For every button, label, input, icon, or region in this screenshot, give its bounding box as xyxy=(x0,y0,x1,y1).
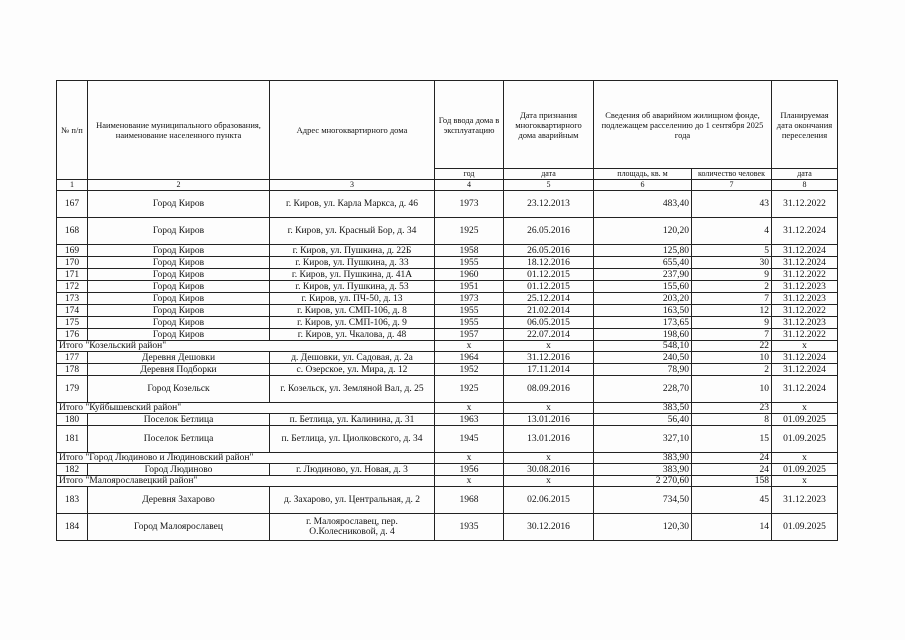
col-number: 7 xyxy=(692,180,772,191)
house-address: г. Киров, ул. Карла Маркса, д. 46 xyxy=(270,191,435,218)
subtotal-row xyxy=(57,403,838,414)
planned-date: х xyxy=(772,403,838,414)
people-count: 7 xyxy=(692,293,772,305)
recognition-date: 23.12.2013 xyxy=(504,191,594,218)
commission-year: 1973 xyxy=(435,191,504,218)
subtotal-label: Итого "Малоярославецкий район" xyxy=(57,476,435,487)
table-row xyxy=(57,317,838,329)
area-value: 240,50 xyxy=(594,352,692,364)
recognition-date: х xyxy=(504,341,594,352)
row-number: 182 xyxy=(57,464,88,476)
planned-date: х xyxy=(772,341,838,352)
planned-date: 31.12.2023 xyxy=(772,293,838,305)
planned-date: 31.12.2023 xyxy=(772,317,838,329)
house-address: г. Киров, ул. СМП-106, д. 8 xyxy=(270,305,435,317)
settlement-name: Город Киров xyxy=(88,218,270,245)
planned-date: 31.12.2024 xyxy=(772,352,838,364)
recognition-date: 01.12.2015 xyxy=(504,281,594,293)
commission-year: 1957 xyxy=(435,329,504,341)
table-body xyxy=(57,191,838,541)
planned-date: 01.09.2025 xyxy=(772,514,838,541)
house-address: г. Киров, ул. Пушкина, д. 22Б xyxy=(270,245,435,257)
people-count: 2 xyxy=(692,281,772,293)
recognition-date: 18.12.2016 xyxy=(504,257,594,269)
area-value: 120,20 xyxy=(594,218,692,245)
table-row xyxy=(57,305,838,317)
recognition-date: 22.07.2014 xyxy=(504,329,594,341)
recognition-date: 21.02.2014 xyxy=(504,305,594,317)
recognition-date: х xyxy=(504,403,594,414)
people-count: 7 xyxy=(692,329,772,341)
recognition-date: 06.05.2015 xyxy=(504,317,594,329)
col-number: 4 xyxy=(435,180,504,191)
recognition-date: 26.05.2016 xyxy=(504,245,594,257)
planned-date: 31.12.2024 xyxy=(772,364,838,376)
col-fund-header: Сведения об аварийном жилищном фонде, подлежащем расселению до 1 сентября 2025 года xyxy=(594,81,772,169)
house-address: п. Бетлица, ул. Калинина, д. 31 xyxy=(270,414,435,426)
people-count: 23 xyxy=(692,403,772,414)
settlement-name: Город Козельск xyxy=(88,376,270,403)
commission-year: х xyxy=(435,453,504,464)
row-number: 171 xyxy=(57,269,88,281)
commission-year: х xyxy=(435,476,504,487)
people-count: 10 xyxy=(692,352,772,364)
row-number: 172 xyxy=(57,281,88,293)
people-count: 8 xyxy=(692,414,772,426)
sub-date2: дата xyxy=(772,169,838,180)
planned-date: 01.09.2025 xyxy=(772,414,838,426)
settlement-name: Деревня Дешовки xyxy=(88,352,270,364)
subtotal-label: Итого "Куйбышевский район" xyxy=(57,403,435,414)
house-address: д. Захарово, ул. Центральная, д. 2 xyxy=(270,487,435,514)
house-address: г. Киров, ул. Чкалова, д. 48 xyxy=(270,329,435,341)
row-number: 179 xyxy=(57,376,88,403)
row-number: 180 xyxy=(57,414,88,426)
people-count: 24 xyxy=(692,453,772,464)
area-value: 203,20 xyxy=(594,293,692,305)
col-num-header: № п/п xyxy=(57,81,88,180)
col-year-header: Год ввода дома в эксплуатацию xyxy=(435,81,504,169)
commission-year: 1963 xyxy=(435,414,504,426)
table-row xyxy=(57,281,838,293)
house-address: г. Киров, ул. ПЧ-50, д. 13 xyxy=(270,293,435,305)
commission-year: 1960 xyxy=(435,269,504,281)
house-address: г. Киров, ул. Пушкина, д. 53 xyxy=(270,281,435,293)
commission-year: 1958 xyxy=(435,245,504,257)
table-row xyxy=(57,364,838,376)
commission-year: 1935 xyxy=(435,514,504,541)
planned-date: х xyxy=(772,476,838,487)
people-count: 4 xyxy=(692,218,772,245)
housing-register-table xyxy=(56,80,838,541)
row-number: 168 xyxy=(57,218,88,245)
col-recognition-header: Дата признания многоквартирного дома аварийным xyxy=(504,81,594,169)
settlement-name: Город Киров xyxy=(88,305,270,317)
house-address: с. Озерское, ул. Мира, д. 12 xyxy=(270,364,435,376)
settlement-name: Город Киров xyxy=(88,245,270,257)
people-count: 9 xyxy=(692,317,772,329)
recognition-date: 17.11.2014 xyxy=(504,364,594,376)
area-value: 327,10 xyxy=(594,426,692,453)
table-row xyxy=(57,352,838,364)
row-number: 175 xyxy=(57,317,88,329)
area-value: 548,10 xyxy=(594,341,692,352)
settlement-name: Поселок Бетлица xyxy=(88,426,270,453)
recognition-date: х xyxy=(504,453,594,464)
recognition-date: 25.12.2014 xyxy=(504,293,594,305)
table-row xyxy=(57,426,838,453)
house-address: г. Козельск, ул. Земляной Вал, д. 25 xyxy=(270,376,435,403)
house-address: г. Киров, ул. Пушкина, д. 33 xyxy=(270,257,435,269)
col-number: 2 xyxy=(88,180,270,191)
settlement-name: Город Киров xyxy=(88,257,270,269)
table-row xyxy=(57,293,838,305)
table-row xyxy=(57,414,838,426)
commission-year: 1945 xyxy=(435,426,504,453)
settlement-name: Город Киров xyxy=(88,269,270,281)
row-number: 177 xyxy=(57,352,88,364)
planned-date: 31.12.2022 xyxy=(772,191,838,218)
settlement-name: Город Малоярославец xyxy=(88,514,270,541)
commission-year: 1955 xyxy=(435,257,504,269)
recognition-date: 01.12.2015 xyxy=(504,269,594,281)
area-value: 734,50 xyxy=(594,487,692,514)
commission-year: 1973 xyxy=(435,293,504,305)
commission-year: 1951 xyxy=(435,281,504,293)
recognition-date: 30.08.2016 xyxy=(504,464,594,476)
col-planned-header: Планируемая дата окончания переселения xyxy=(772,81,838,169)
col-settlement-header: Наименование муниципального образования, наименование населенного пункта xyxy=(88,81,270,180)
commission-year: х xyxy=(435,403,504,414)
settlement-name: Деревня Подборки xyxy=(88,364,270,376)
house-address: г. Киров, ул. Пушкина, д. 41А xyxy=(270,269,435,281)
recognition-date: 30.12.2016 xyxy=(504,514,594,541)
sub-area: площадь, кв. м xyxy=(594,169,692,180)
settlement-name: Город Киров xyxy=(88,191,270,218)
col-number: 8 xyxy=(772,180,838,191)
commission-year: 1955 xyxy=(435,305,504,317)
planned-date: 31.12.2024 xyxy=(772,376,838,403)
area-value: 198,60 xyxy=(594,329,692,341)
people-count: 45 xyxy=(692,487,772,514)
col-number: 5 xyxy=(504,180,594,191)
row-number: 184 xyxy=(57,514,88,541)
people-count: 5 xyxy=(692,245,772,257)
row-number: 181 xyxy=(57,426,88,453)
area-value: 383,50 xyxy=(594,403,692,414)
house-address: г. Киров, ул. СМП-106, д. 9 xyxy=(270,317,435,329)
house-address: г. Киров, ул. Красный Бор, д. 34 xyxy=(270,218,435,245)
commission-year: 1925 xyxy=(435,218,504,245)
commission-year: х xyxy=(435,341,504,352)
house-address: д. Дешовки, ул. Садовая, д. 2а xyxy=(270,352,435,364)
col-number: 6 xyxy=(594,180,692,191)
row-number: 183 xyxy=(57,487,88,514)
area-value: 228,70 xyxy=(594,376,692,403)
area-value: 383,90 xyxy=(594,453,692,464)
area-value: 2 270,60 xyxy=(594,476,692,487)
people-count: 158 xyxy=(692,476,772,487)
table-row xyxy=(57,269,838,281)
people-count: 30 xyxy=(692,257,772,269)
col-address-header: Адрес многоквартирного дома xyxy=(270,81,435,180)
area-value: 163,50 xyxy=(594,305,692,317)
people-count: 10 xyxy=(692,376,772,403)
sub-date: дата xyxy=(504,169,594,180)
planned-date: 31.12.2024 xyxy=(772,245,838,257)
area-value: 383,90 xyxy=(594,464,692,476)
people-count: 43 xyxy=(692,191,772,218)
recognition-date: 13.01.2016 xyxy=(504,426,594,453)
table-row xyxy=(57,376,838,403)
recognition-date: х xyxy=(504,476,594,487)
subtotal-label: Итого "Город Людиново и Людиновский район" xyxy=(57,453,435,464)
commission-year: 1925 xyxy=(435,376,504,403)
table-row xyxy=(57,257,838,269)
table-row xyxy=(57,218,838,245)
planned-date: 01.09.2025 xyxy=(772,426,838,453)
planned-date: 01.09.2025 xyxy=(772,464,838,476)
row-number: 167 xyxy=(57,191,88,218)
sub-people: количество человек xyxy=(692,169,772,180)
area-value: 56,40 xyxy=(594,414,692,426)
subtotal-row xyxy=(57,453,838,464)
house-address: п. Бетлица, ул. Циолковского, д. 34 xyxy=(270,426,435,453)
people-count: 24 xyxy=(692,464,772,476)
area-value: 173,65 xyxy=(594,317,692,329)
people-count: 9 xyxy=(692,269,772,281)
planned-date: 31.12.2022 xyxy=(772,269,838,281)
people-count: 14 xyxy=(692,514,772,541)
row-number: 173 xyxy=(57,293,88,305)
house-address: г. Людиново, ул. Новая, д. 3 xyxy=(270,464,435,476)
recognition-date: 26.05.2016 xyxy=(504,218,594,245)
commission-year: 1956 xyxy=(435,464,504,476)
commission-year: 1964 xyxy=(435,352,504,364)
people-count: 15 xyxy=(692,426,772,453)
area-value: 120,30 xyxy=(594,514,692,541)
planned-date: 31.12.2023 xyxy=(772,281,838,293)
table-row xyxy=(57,487,838,514)
settlement-name: Город Людиново xyxy=(88,464,270,476)
area-value: 237,90 xyxy=(594,269,692,281)
settlement-name: Поселок Бетлица xyxy=(88,414,270,426)
table-row xyxy=(57,329,838,341)
settlement-name: Город Киров xyxy=(88,281,270,293)
planned-date: х xyxy=(772,453,838,464)
people-count: 12 xyxy=(692,305,772,317)
settlement-name: Город Киров xyxy=(88,329,270,341)
row-number: 178 xyxy=(57,364,88,376)
area-value: 155,60 xyxy=(594,281,692,293)
recognition-date: 08.09.2016 xyxy=(504,376,594,403)
commission-year: 1952 xyxy=(435,364,504,376)
planned-date: 31.12.2024 xyxy=(772,257,838,269)
table-row xyxy=(57,191,838,218)
row-number: 169 xyxy=(57,245,88,257)
people-count: 2 xyxy=(692,364,772,376)
recognition-date: 13.01.2016 xyxy=(504,414,594,426)
people-count: 22 xyxy=(692,341,772,352)
settlement-name: Город Киров xyxy=(88,317,270,329)
table-row xyxy=(57,245,838,257)
row-number: 176 xyxy=(57,329,88,341)
settlement-name: Деревня Захарово xyxy=(88,487,270,514)
planned-date: 31.12.2022 xyxy=(772,305,838,317)
area-value: 125,80 xyxy=(594,245,692,257)
area-value: 483,40 xyxy=(594,191,692,218)
recognition-date: 02.06.2015 xyxy=(504,487,594,514)
row-number: 170 xyxy=(57,257,88,269)
commission-year: 1955 xyxy=(435,317,504,329)
house-address: г. Малоярославец, пер. О.Колесниковой, д. 4 xyxy=(270,514,435,541)
subtotal-row xyxy=(57,476,838,487)
area-value: 78,90 xyxy=(594,364,692,376)
planned-date: 31.12.2023 xyxy=(772,487,838,514)
table-row xyxy=(57,464,838,476)
planned-date: 31.12.2022 xyxy=(772,329,838,341)
recognition-date: 31.12.2016 xyxy=(504,352,594,364)
col-number: 1 xyxy=(57,180,88,191)
sub-year: год xyxy=(435,169,504,180)
row-number: 174 xyxy=(57,305,88,317)
subtotal-label: Итого "Козельский район" xyxy=(57,341,435,352)
settlement-name: Город Киров xyxy=(88,293,270,305)
area-value: 655,40 xyxy=(594,257,692,269)
table-row xyxy=(57,514,838,541)
col-number: 3 xyxy=(270,180,435,191)
commission-year: 1968 xyxy=(435,487,504,514)
subtotal-row xyxy=(57,341,838,352)
planned-date: 31.12.2024 xyxy=(772,218,838,245)
